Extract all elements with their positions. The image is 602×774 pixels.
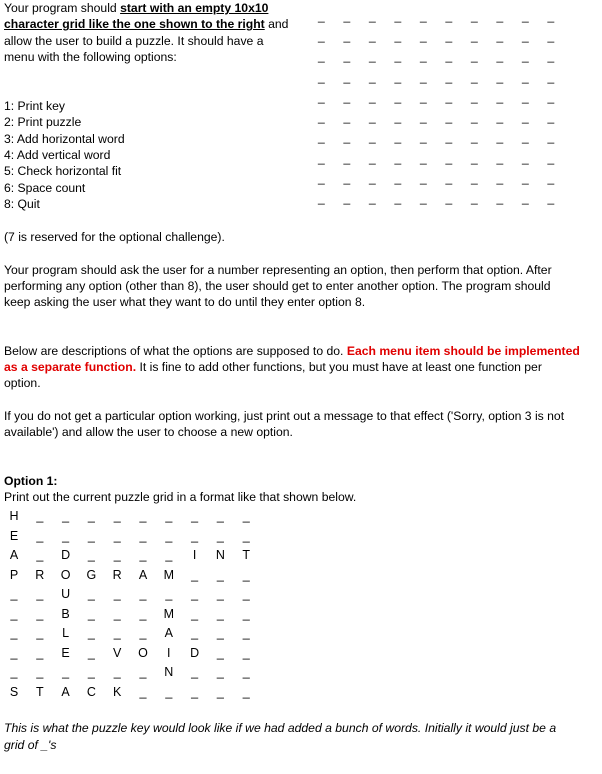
key-grid-cell: _ — [139, 684, 147, 699]
empty-grid-cell: _ — [471, 151, 478, 165]
empty-grid-cell: _ — [394, 110, 402, 124]
key-grid-cell: _ — [139, 606, 147, 621]
key-grid-cell: O — [60, 567, 71, 582]
empty-grid-cell: _ — [394, 49, 402, 63]
empty-grid-cell: _ — [445, 9, 453, 23]
key-grid-cell: _ — [242, 626, 250, 640]
key-grid-cell: _ — [36, 509, 44, 523]
key-grid-cell: _ — [87, 665, 95, 679]
para1-line: Your program should ask the user for a number representing an option, then perform that option. After — [4, 263, 552, 277]
key-grid-cell: _ — [113, 665, 121, 679]
empty-grid-cell: _ — [420, 110, 427, 124]
key-grid-cell: _ — [62, 509, 70, 523]
intro-text: Your program should — [4, 1, 121, 15]
empty-grid-cell: _ — [420, 130, 427, 144]
key-grid-cell: _ — [113, 548, 121, 562]
empty-grid-cell: _ — [420, 151, 427, 165]
key-grid-cell: _ — [10, 606, 18, 621]
empty-grid-cell: _ — [343, 49, 351, 63]
key-grid-cell: _ — [10, 665, 18, 679]
empty-grid-cell: _ — [369, 29, 376, 43]
key-grid-cell: _ — [113, 626, 121, 640]
para3-line: available') and allow the user to choose a new option. — [4, 425, 293, 439]
key-grid-cell: A — [138, 567, 148, 582]
empty-grid-cell: _ — [547, 29, 555, 43]
empty-grid-cell: _ — [343, 90, 351, 104]
empty-grid-cell: _ — [369, 9, 376, 23]
empty-grid-cell: _ — [369, 90, 376, 104]
key-grid-cell: _ — [113, 528, 121, 543]
intro-emphasis-2: character grid like the one shown to the right — [4, 17, 265, 31]
empty-grid-cell: _ — [547, 110, 555, 124]
empty-grid-cell: _ — [445, 90, 453, 104]
empty-grid-cell: _ — [547, 90, 555, 104]
menu-item: 4: Add vertical word — [4, 148, 111, 162]
empty-grid-cell: _ — [394, 90, 402, 104]
empty-grid-cell: _ — [547, 70, 555, 84]
para2-text: Below are descriptions of what the options are supposed to do. — [4, 344, 347, 358]
intro-line-3: allow the user to build a puzzle. It should have a — [4, 34, 264, 48]
empty-grid-cell: _ — [496, 151, 504, 165]
key-grid-cell: _ — [216, 509, 224, 523]
key-grid-cell: _ — [87, 528, 95, 543]
key-grid-cell: _ — [10, 645, 18, 660]
para2-line-3: option. — [4, 376, 41, 390]
key-grid-cell: K — [113, 684, 122, 699]
empty-grid-cell: _ — [343, 151, 351, 165]
key-grid-cell: _ — [36, 606, 44, 621]
key-grid-cell: _ — [216, 665, 224, 679]
key-grid-cell: _ — [242, 567, 250, 582]
key-grid-cell: G — [86, 567, 97, 582]
key-grid-cell: _ — [242, 606, 250, 621]
intro-line-1 — [4, 0, 268, 17]
key-grid-cell: E — [61, 645, 70, 660]
key-grid-cell: O — [138, 645, 148, 660]
empty-grid-cell: _ — [445, 110, 453, 124]
key-grid-cell: I — [192, 548, 197, 562]
empty-grid-cell: _ — [445, 29, 453, 43]
key-grid-cell: _ — [139, 509, 147, 523]
empty-grid-cell: _ — [369, 110, 376, 124]
intro-line-2 — [4, 16, 288, 33]
key-grid-cell: _ — [191, 509, 199, 523]
menu-item: 8: Quit — [4, 197, 40, 211]
key-grid-cell: D — [61, 548, 71, 562]
para2-line-2 — [4, 359, 542, 376]
menu-item: 1: Print key — [4, 99, 65, 113]
key-grid-cell: _ — [10, 587, 18, 601]
key-grid-cell: _ — [62, 528, 70, 543]
empty-grid-cell: _ — [318, 29, 325, 43]
key-grid-cell: P — [9, 567, 19, 582]
empty-grid-cell: _ — [420, 9, 427, 23]
key-grid-cell: _ — [191, 606, 199, 621]
empty-grid-cell: _ — [369, 151, 376, 165]
empty-grid-cell: _ — [318, 151, 325, 165]
empty-grid-cell: _ — [420, 191, 427, 205]
empty-grid-cell: _ — [445, 171, 453, 185]
empty-grid-cell: _ — [420, 171, 427, 185]
key-grid-cell: _ — [113, 587, 121, 601]
empty-grid-cell: _ — [522, 70, 529, 84]
para2-red-emphasis-2: as a separate function. — [4, 360, 137, 374]
empty-grid-cell: _ — [522, 110, 529, 124]
key-grid-cell: S — [9, 684, 19, 699]
key-grid-cell: I — [167, 645, 171, 660]
key-grid-cell: _ — [242, 645, 250, 660]
empty-grid-cell: _ — [522, 130, 529, 144]
empty-grid-cell: _ — [522, 90, 529, 104]
key-grid-cell: _ — [139, 587, 147, 601]
empty-grid-cell: _ — [496, 9, 504, 23]
key-grid-cell: _ — [62, 665, 70, 679]
empty-grid-cell: _ — [496, 70, 504, 84]
key-grid-cell: _ — [113, 606, 121, 621]
key-grid-cell: _ — [216, 626, 224, 640]
empty-grid-cell: _ — [547, 9, 555, 23]
empty-grid-cell: _ — [343, 130, 351, 144]
empty-grid-cell: _ — [343, 171, 351, 185]
option1-description: Print out the current puzzle grid in a format like that shown below. — [4, 490, 357, 504]
key-grid-cell: _ — [242, 665, 250, 679]
key-grid-cell: T — [242, 548, 250, 562]
key-grid-cell: C — [86, 684, 96, 699]
empty-grid-cell: _ — [547, 191, 555, 205]
empty-grid-cell: _ — [547, 171, 555, 185]
key-grid-cell: _ — [36, 626, 44, 640]
key-grid-cell: _ — [87, 606, 95, 621]
key-grid-cell: _ — [87, 548, 95, 562]
empty-grid-cell: _ — [471, 171, 478, 185]
key-grid-cell: L — [62, 626, 70, 640]
empty-grid-cell: _ — [394, 191, 402, 205]
empty-grid-cell: _ — [420, 70, 427, 84]
empty-grid-cell: _ — [394, 9, 402, 23]
empty-grid-cell: _ — [547, 49, 555, 63]
key-grid-cell: _ — [191, 567, 199, 582]
key-grid-cell: M — [163, 606, 174, 621]
empty-grid-cell: _ — [496, 130, 504, 144]
key-grid-cell: A — [61, 684, 70, 699]
intro-text-2: and — [264, 17, 289, 31]
key-grid-cell: _ — [36, 665, 44, 679]
key-grid-cell: _ — [36, 645, 44, 660]
empty-grid-cell: _ — [318, 70, 325, 84]
empty-grid-cell: _ — [496, 49, 504, 63]
empty-grid-cell: _ — [471, 130, 478, 144]
empty-grid-cell: _ — [394, 171, 402, 185]
empty-grid-cell: _ — [445, 130, 453, 144]
para2-line-1 — [4, 343, 580, 360]
key-grid-cell: _ — [242, 587, 250, 601]
empty-grid-cell: _ — [394, 70, 402, 84]
empty-grid-cell: _ — [522, 9, 529, 23]
para1-line: keep asking the user what they want to do until they enter option 8. — [4, 295, 366, 309]
empty-grid-cell: _ — [343, 70, 351, 84]
empty-grid-cell: _ — [318, 110, 325, 124]
key-grid-cell: _ — [216, 567, 224, 582]
caption-line: This is what the puzzle key would look like if we had added a bunch of words. Initially it would just be a — [4, 721, 557, 735]
para2-red-emphasis: Each menu item should be implemented — [346, 344, 580, 358]
key-grid-cell: _ — [191, 587, 199, 601]
key-grid-cell: _ — [139, 626, 147, 640]
empty-grid-cell: _ — [420, 29, 427, 43]
intro-line-4: menu with the following options: — [4, 50, 177, 64]
key-grid-cell: _ — [139, 665, 147, 679]
key-grid-cell: A — [9, 548, 19, 562]
key-grid-cell: _ — [165, 528, 173, 543]
empty-grid-cell: _ — [496, 191, 504, 205]
empty-grid-cell: _ — [394, 29, 402, 43]
key-grid-cell: _ — [216, 587, 224, 601]
key-grid-cell: _ — [191, 665, 199, 679]
key-grid-cell: _ — [216, 684, 224, 699]
key-grid-cell: _ — [165, 684, 173, 699]
key-grid-cell: _ — [216, 528, 224, 543]
option1-heading: Option 1: — [4, 474, 58, 488]
key-grid-cell: _ — [165, 548, 173, 562]
key-grid-cell: B — [61, 606, 70, 621]
key-grid-cell: E — [9, 528, 19, 543]
reserved-note: (7 is reserved for the optional challenge). — [4, 230, 225, 244]
key-grid-cell: _ — [139, 548, 147, 562]
empty-grid-cell: _ — [318, 90, 325, 104]
key-grid-cell: _ — [113, 509, 121, 523]
empty-grid-cell: _ — [496, 110, 504, 124]
empty-grid-cell: _ — [547, 151, 555, 165]
menu-item: 2: Print puzzle — [4, 115, 82, 129]
empty-grid-cell: _ — [318, 191, 325, 205]
key-grid-cell: _ — [36, 548, 44, 562]
empty-grid-cell: _ — [445, 191, 453, 205]
empty-grid-cell: _ — [471, 70, 478, 84]
empty-grid-cell: _ — [343, 110, 351, 124]
empty-grid-cell: _ — [547, 130, 555, 144]
key-grid-cell: _ — [10, 626, 18, 640]
key-grid-cell: M — [163, 567, 174, 582]
key-grid-cell: V — [113, 645, 122, 660]
key-grid-cell: _ — [216, 606, 224, 621]
caption-line: grid of _'s — [4, 738, 57, 752]
key-grid-cell: D — [190, 645, 200, 660]
para2-text-2: It is fine to add other functions, but you must have at least one function per — [136, 360, 542, 374]
empty-grid-cell: _ — [471, 110, 478, 124]
empty-grid-cell: _ — [369, 70, 376, 84]
empty-grid-cell: _ — [522, 49, 529, 63]
empty-grid-cell: _ — [369, 191, 376, 205]
empty-grid-cell: _ — [369, 171, 376, 185]
key-grid-cell: H — [9, 509, 19, 523]
empty-grid-cell: _ — [445, 49, 453, 63]
empty-grid-cell: _ — [496, 171, 504, 185]
empty-grid-cell: _ — [471, 9, 478, 23]
empty-grid-cell: _ — [496, 29, 504, 43]
para3-line: If you do not get a particular option working, just print out a message to that effect ('Sorry, option 3 is not — [4, 409, 565, 423]
empty-grid-cell: _ — [471, 29, 478, 43]
key-grid-cell: _ — [165, 587, 173, 601]
para1-line: performing any option (other than 8), the user should get to enter another option. The program should — [4, 279, 551, 293]
menu-item: 6: Space count — [4, 181, 86, 195]
empty-grid-cell: _ — [394, 130, 402, 144]
key-grid-cell: _ — [165, 509, 173, 523]
key-grid-cell: _ — [87, 587, 95, 601]
empty-grid-cell: _ — [318, 130, 325, 144]
key-grid-cell: R — [112, 567, 122, 582]
empty-grid-cell: _ — [343, 191, 351, 205]
key-grid-cell: _ — [87, 509, 95, 523]
empty-grid-cell: _ — [318, 171, 325, 185]
key-grid-cell: N — [215, 548, 225, 562]
empty-grid-cell: _ — [394, 151, 402, 165]
empty-grid-cell: _ — [471, 90, 478, 104]
key-grid-cell: _ — [216, 645, 224, 660]
key-grid-cell: R — [35, 567, 45, 582]
intro-emphasis: start with an empty 10x10 — [120, 1, 269, 15]
empty-grid-cell: _ — [318, 49, 325, 63]
key-grid-cell: U — [61, 587, 71, 601]
empty-grid-cell: _ — [318, 9, 325, 23]
key-grid-cell: A — [164, 626, 173, 640]
empty-grid-cell: _ — [522, 29, 529, 43]
puzzle-key-grid — [4, 508, 264, 703]
empty-grid-cell: _ — [496, 90, 504, 104]
empty-grid-cell: _ — [522, 191, 529, 205]
key-grid-cell: _ — [242, 509, 250, 523]
empty-grid-cell: _ — [445, 70, 453, 84]
key-grid-cell: _ — [36, 528, 44, 543]
key-grid-cell: N — [164, 665, 174, 679]
menu-item: 5: Check horizontal fit — [4, 164, 122, 178]
empty-grid-cell: _ — [445, 151, 453, 165]
key-grid-cell: _ — [87, 626, 95, 640]
empty-grid-cell: _ — [420, 90, 427, 104]
key-grid-cell: _ — [242, 528, 250, 543]
key-grid-cell: _ — [139, 528, 147, 543]
empty-grid-cell: _ — [369, 130, 376, 144]
empty-grid-cell: _ — [369, 49, 376, 63]
empty-grid-cell: _ — [420, 49, 427, 63]
empty-grid-cell: _ — [343, 9, 351, 23]
empty-grid-cell: _ — [471, 191, 478, 205]
empty-grid-cell: _ — [522, 171, 529, 185]
empty-grid-cell: _ — [343, 29, 351, 43]
empty-grid-cell: _ — [471, 49, 478, 63]
menu-item: 3: Add horizontal word — [4, 132, 125, 146]
key-grid-cell: T — [35, 684, 44, 699]
key-grid-cell: _ — [191, 528, 199, 543]
key-grid-cell: _ — [191, 684, 199, 699]
key-grid-cell: _ — [191, 626, 199, 640]
key-grid-cell: _ — [36, 587, 44, 601]
key-grid-cell: _ — [242, 684, 250, 699]
empty-grid-cell: _ — [522, 151, 529, 165]
key-grid-cell: _ — [87, 645, 95, 660]
